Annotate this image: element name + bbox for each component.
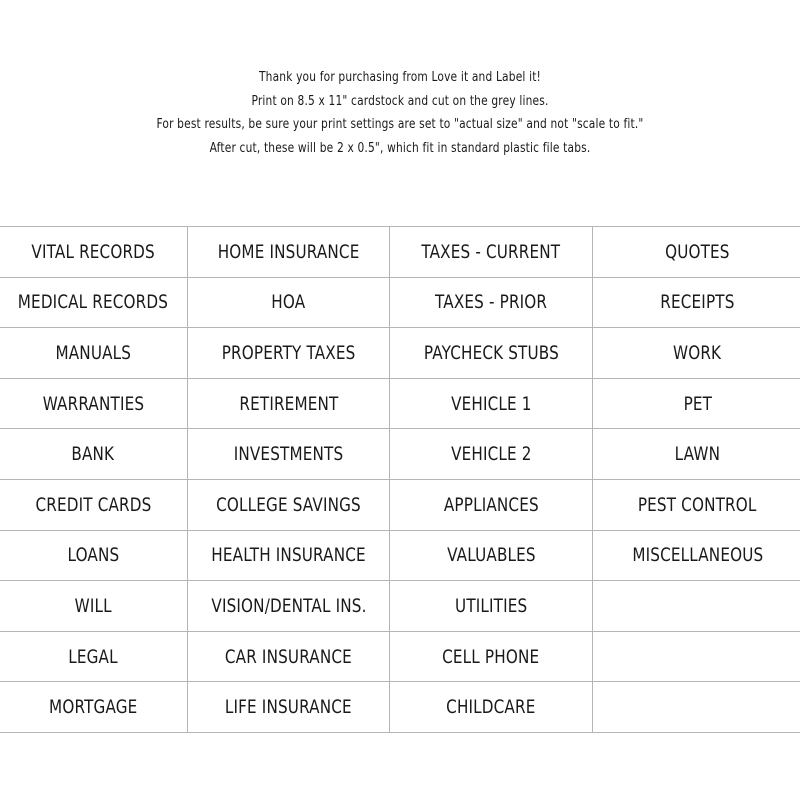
label-row [0, 479, 800, 530]
label-cell: LAWN [593, 429, 800, 480]
label-cell: LEGAL [0, 631, 188, 682]
label-cell: CREDIT CARDS [0, 479, 188, 530]
label-row [0, 530, 800, 581]
label-cell: INVESTMENTS [188, 429, 390, 480]
label-cell: BANK [0, 429, 188, 480]
label-cell: WORK [593, 328, 800, 379]
label-cell-empty [593, 581, 800, 632]
label-cell: WILL [0, 581, 188, 632]
label-row [0, 277, 800, 328]
label-cell: PET [593, 378, 800, 429]
instruction-thank-you: Thank you for purchasing from Love it and Label it! [258, 70, 542, 85]
label-cell: WARRANTIES [0, 378, 188, 429]
label-cell: HOA [188, 277, 390, 328]
label-cell: HOME INSURANCE [188, 227, 390, 278]
instruction-print: Print on 8.5 x 11" cardstock and cut on the grey lines. [251, 93, 549, 109]
label-cell: PROPERTY TAXES [188, 328, 390, 379]
label-cell: MORTGAGE [0, 682, 188, 733]
label-cell: CHILDCARE [390, 682, 593, 733]
instructions [72, 66, 728, 160]
instruction-size: After cut, these will be 2 x 0.5", which fit in standard plastic file tabs. [209, 140, 591, 156]
label-cell: LOANS [0, 530, 188, 581]
label-grid [0, 226, 800, 733]
label-cell: TAXES - PRIOR [390, 277, 593, 328]
label-cell: HEALTH INSURANCE [188, 530, 390, 581]
label-cell: VEHICLE 1 [390, 378, 593, 429]
label-cell: LIFE INSURANCE [188, 682, 390, 733]
label-row [0, 429, 800, 480]
label-cell: MISCELLANEOUS [593, 530, 800, 581]
label-row [0, 328, 800, 379]
label-cell: COLLEGE SAVINGS [188, 479, 390, 530]
label-cell-empty [593, 682, 800, 733]
label-cell: MANUALS [0, 328, 188, 379]
label-cell: RETIREMENT [188, 378, 390, 429]
label-cell: QUOTES [593, 227, 800, 278]
label-cell: MEDICAL RECORDS [0, 277, 188, 328]
label-cell: RECEIPTS [593, 277, 800, 328]
instruction-settings: For best results, be sure your print settings are set to "actual size" and not "scale to fit." [156, 117, 644, 132]
label-cell: VEHICLE 2 [390, 429, 593, 480]
label-row [0, 378, 800, 429]
label-cell: TAXES - CURRENT [390, 227, 593, 278]
label-cell: VITAL RECORDS [0, 227, 188, 278]
label-cell: CAR INSURANCE [188, 631, 390, 682]
label-row [0, 631, 800, 682]
label-row [0, 581, 800, 632]
label-cell: VISION/DENTAL INS. [188, 581, 390, 632]
label-row [0, 682, 800, 733]
label-cell: APPLIANCES [390, 479, 593, 530]
label-cell-empty [593, 631, 800, 682]
label-cell: PAYCHECK STUBS [390, 328, 593, 379]
label-cell: PEST CONTROL [593, 479, 800, 530]
label-cell: VALUABLES [390, 530, 593, 581]
label-row [0, 227, 800, 278]
label-cell: UTILITIES [390, 581, 593, 632]
label-cell: CELL PHONE [390, 631, 593, 682]
